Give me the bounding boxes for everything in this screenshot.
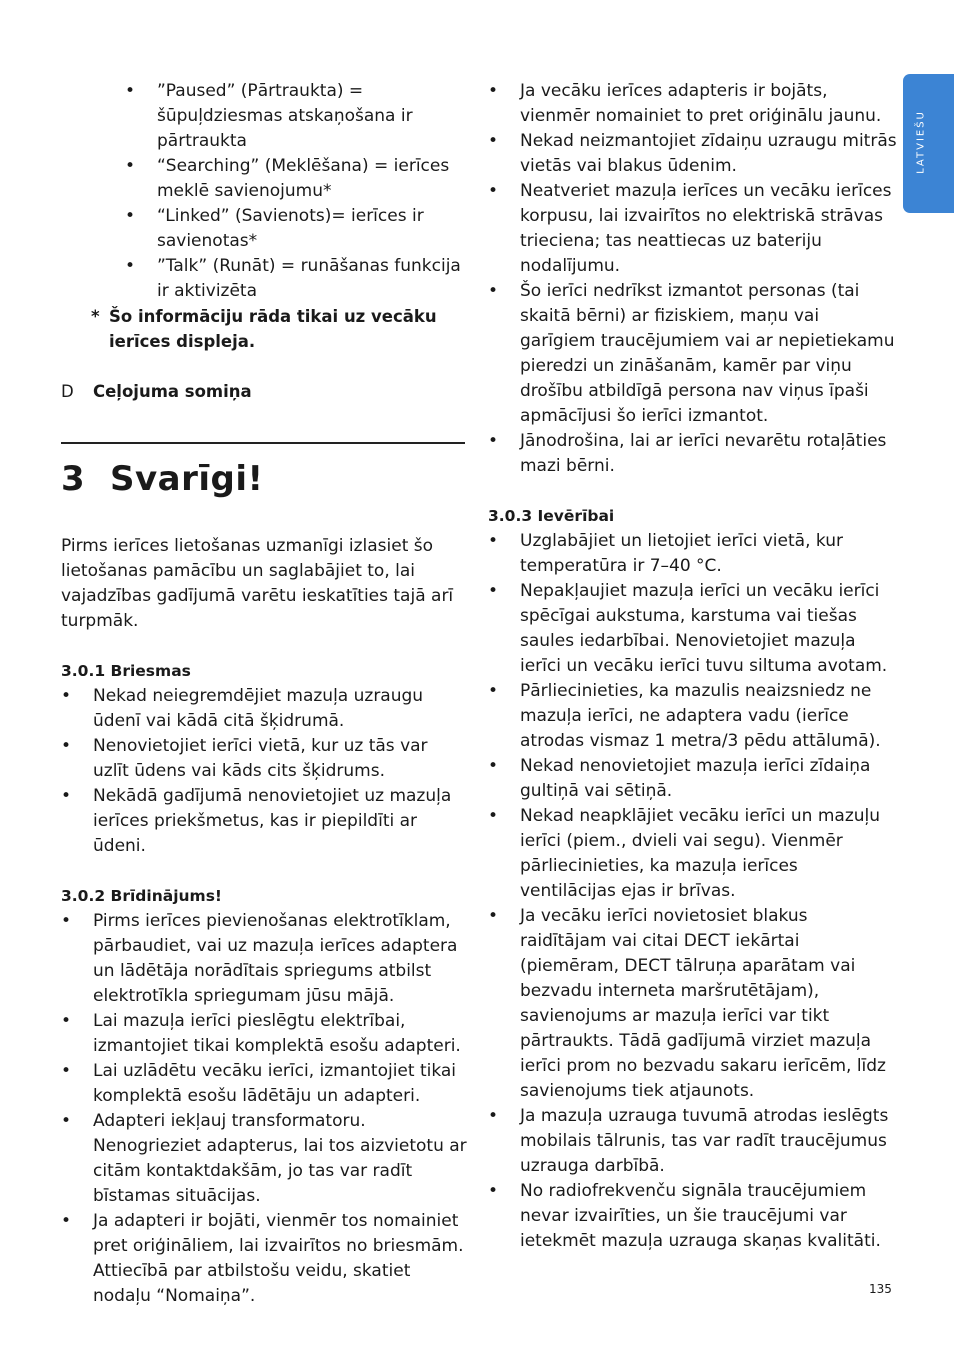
language-tab [903,74,954,213]
section-heading-caution: 3.0.3 Ievērībai [488,507,615,525]
danger-list [61,684,467,859]
list-item: • Nepakļaujiet mazuļa ierīci un vecāku ierīci spēcīgai aukstuma, karstuma vai tiešas saules iedarbībai. Nenovietojiet mazuļa ierīci un vecāku ierīci tuvu siltuma avotam. [488,581,888,676]
list-item: • ”Talk” (Runāt) = runāšanas funkcija ir aktivizēta [125,256,461,301]
list-item: • Ja mazuļa uzrauga tuvumā atrodas ieslēgts mobilais tālrunis, tas var radīt traucējumus uzrauga darbībā. [488,1106,889,1176]
list-item: • Neatveriet mazuļa ierīces un vecāku ierīces korpusu, lai izvairītos no elektriskā strāvas trieciena; tas neattiecas uz bateriju nodalījumu. [488,181,892,276]
list-item: • Ja vecāku ierīces adapteris ir bojāts, vienmēr nomainiet to pret oriģinālu jaunu. [488,81,882,126]
list-item: • Lai uzlādētu vecāku ierīci, izmantojiet tikai komplektā esošu lādētāju un adapteri. [61,1061,457,1106]
list-item: • Ja adapteri ir bojāti, vienmēr tos nomainiet pret oriģināliem, lai izvairītos no briesmām. Attiecībā par atbilstošu veidu, skatiet nodaļu “Nomaiņa”. [61,1211,464,1306]
list-item: • Nekādā gadījumā nenovietojiet uz mazuļa ierīces priekšmetus, kas ir piepildīti ar ūdeni. [61,786,452,856]
list-item: • Nekad neapklājiet vecāku ierīci un mazuļu ierīci (piem., dvieli vai segu). Vienmēr pārliecinieties, ka mazuļa ierīces ventilācijas ejas ir brīvas. [488,806,881,901]
list-item: • Ja vecāku ierīci novietosiet blakus raidītājam vai citai DECT iekārtai (piemēram, DECT tālruņa aparātam vai bezvadu interneta maršrutētājam), savienojums ar mazuļa ierīci var tikt pārtraukts. Tādā gadījumā virziet mazuļa ierīci prom no bezvadu sakaru ierīcēm, līdz savienojums tiek atjaunots. [488,906,886,1101]
chapter-title: 3 Svarīgi! [61,459,264,499]
list-item: • “Searching” (Meklēšana) = ierīces meklē savienojumu* [125,156,450,201]
right-column [488,79,898,1254]
list-item: • ”Paused” (Pārtraukta) = šūpuļdziesmas atskaņošana ir pārtraukta [125,81,413,151]
list-item: • Šo ierīci nedrīkst izmantot personas (tai skaitā bērni) ar fiziskiem, maņu vai garīgiem traucējumiem vai ar nepietiekamu pieredzi un zināšanām, kamēr par viņu drošību atbildīgā persona nav viņus īpaši apmācījusi šo ierīci izmantot. [488,281,895,426]
list-item: • Pārliecinieties, ka mazulis neaizsniedz ne mazuļa ierīci, ne adaptera vadu (ierīce atrodas vismaz 1 metra/3 pēdu attālumā). [488,681,881,751]
item-d: D Ceļojuma somiņa [61,382,252,401]
list-item: • Nekad neizmantojiet zīdaiņu uzraugu mitrās vietās vai blakus ūdenim. [488,131,897,176]
left-column [61,79,467,1309]
section-heading-warning: 3.0.2 Brīdinājums! [61,887,222,905]
status-list [125,79,467,304]
warning-list-continued [488,79,898,479]
footnote: * Šo informāciju rāda tikai uz vecāku ierīces displeja. [91,307,437,351]
caution-list [488,529,898,1254]
page-number: 135 [869,1282,892,1296]
list-item: • Nekad nenovietojiet mazuļa ierīci zīdaiņa gultiņā vai sētiņā. [488,756,871,801]
list-item: • Lai mazuļa ierīci pieslēgtu elektrībai, izmantojiet tikai komplektā esošu adapteri. [61,1011,461,1056]
list-item: • “Linked” (Savienots)= ierīces ir savienotas* [125,206,424,251]
section-heading-danger: 3.0.1 Briesmas [61,662,191,680]
language-tab-label: LATVIEŠU [915,110,927,174]
list-item: • Jānodrošina, lai ar ierīci nevarētu rotaļāties mazi bērni. [488,431,887,476]
list-item: • No radiofrekvenču signāla traucējumiem nevar izvairīties, un šie traucējumi var ietekmēt mazuļa uzrauga skaņas kvalitāti. [488,1181,881,1251]
intro-paragraph: Pirms ierīces lietošanas uzmanīgi izlasiet šo lietošanas pamācību un saglabājiet to, lai vajadzības gadījumā varētu ieskatīties tajā arī turpmāk. [61,536,454,631]
list-item: • Nekad neiegremdējiet mazuļa uzraugu ūdenī vai kādā citā šķidrumā. [61,686,424,731]
list-item: • Pirms ierīces pievienošanas elektrotīklam, pārbaudiet, vai uz mazuļa ierīces adaptera un lādētāja norādītais spriegums atbilst elektrotīkla spriegumam jūsu mājā. [61,911,458,1006]
warning-list [61,909,467,1309]
list-item: • Adapteri iekļauj transformatoru. Nenogrieziet adapterus, lai tos aizvietotu ar citām kontaktdakšām, jo tas var radīt bīstamas situācijas. [61,1111,467,1206]
list-item: • Uzglabājiet un lietojiet ierīci vietā, kur temperatūra ir 7–40 °C. [488,531,843,576]
list-item: • Nenovietojiet ierīci vietā, kur uz tās var uzlīt ūdens vai kāds cits šķidrums. [61,736,428,781]
chapter-divider [61,442,465,444]
